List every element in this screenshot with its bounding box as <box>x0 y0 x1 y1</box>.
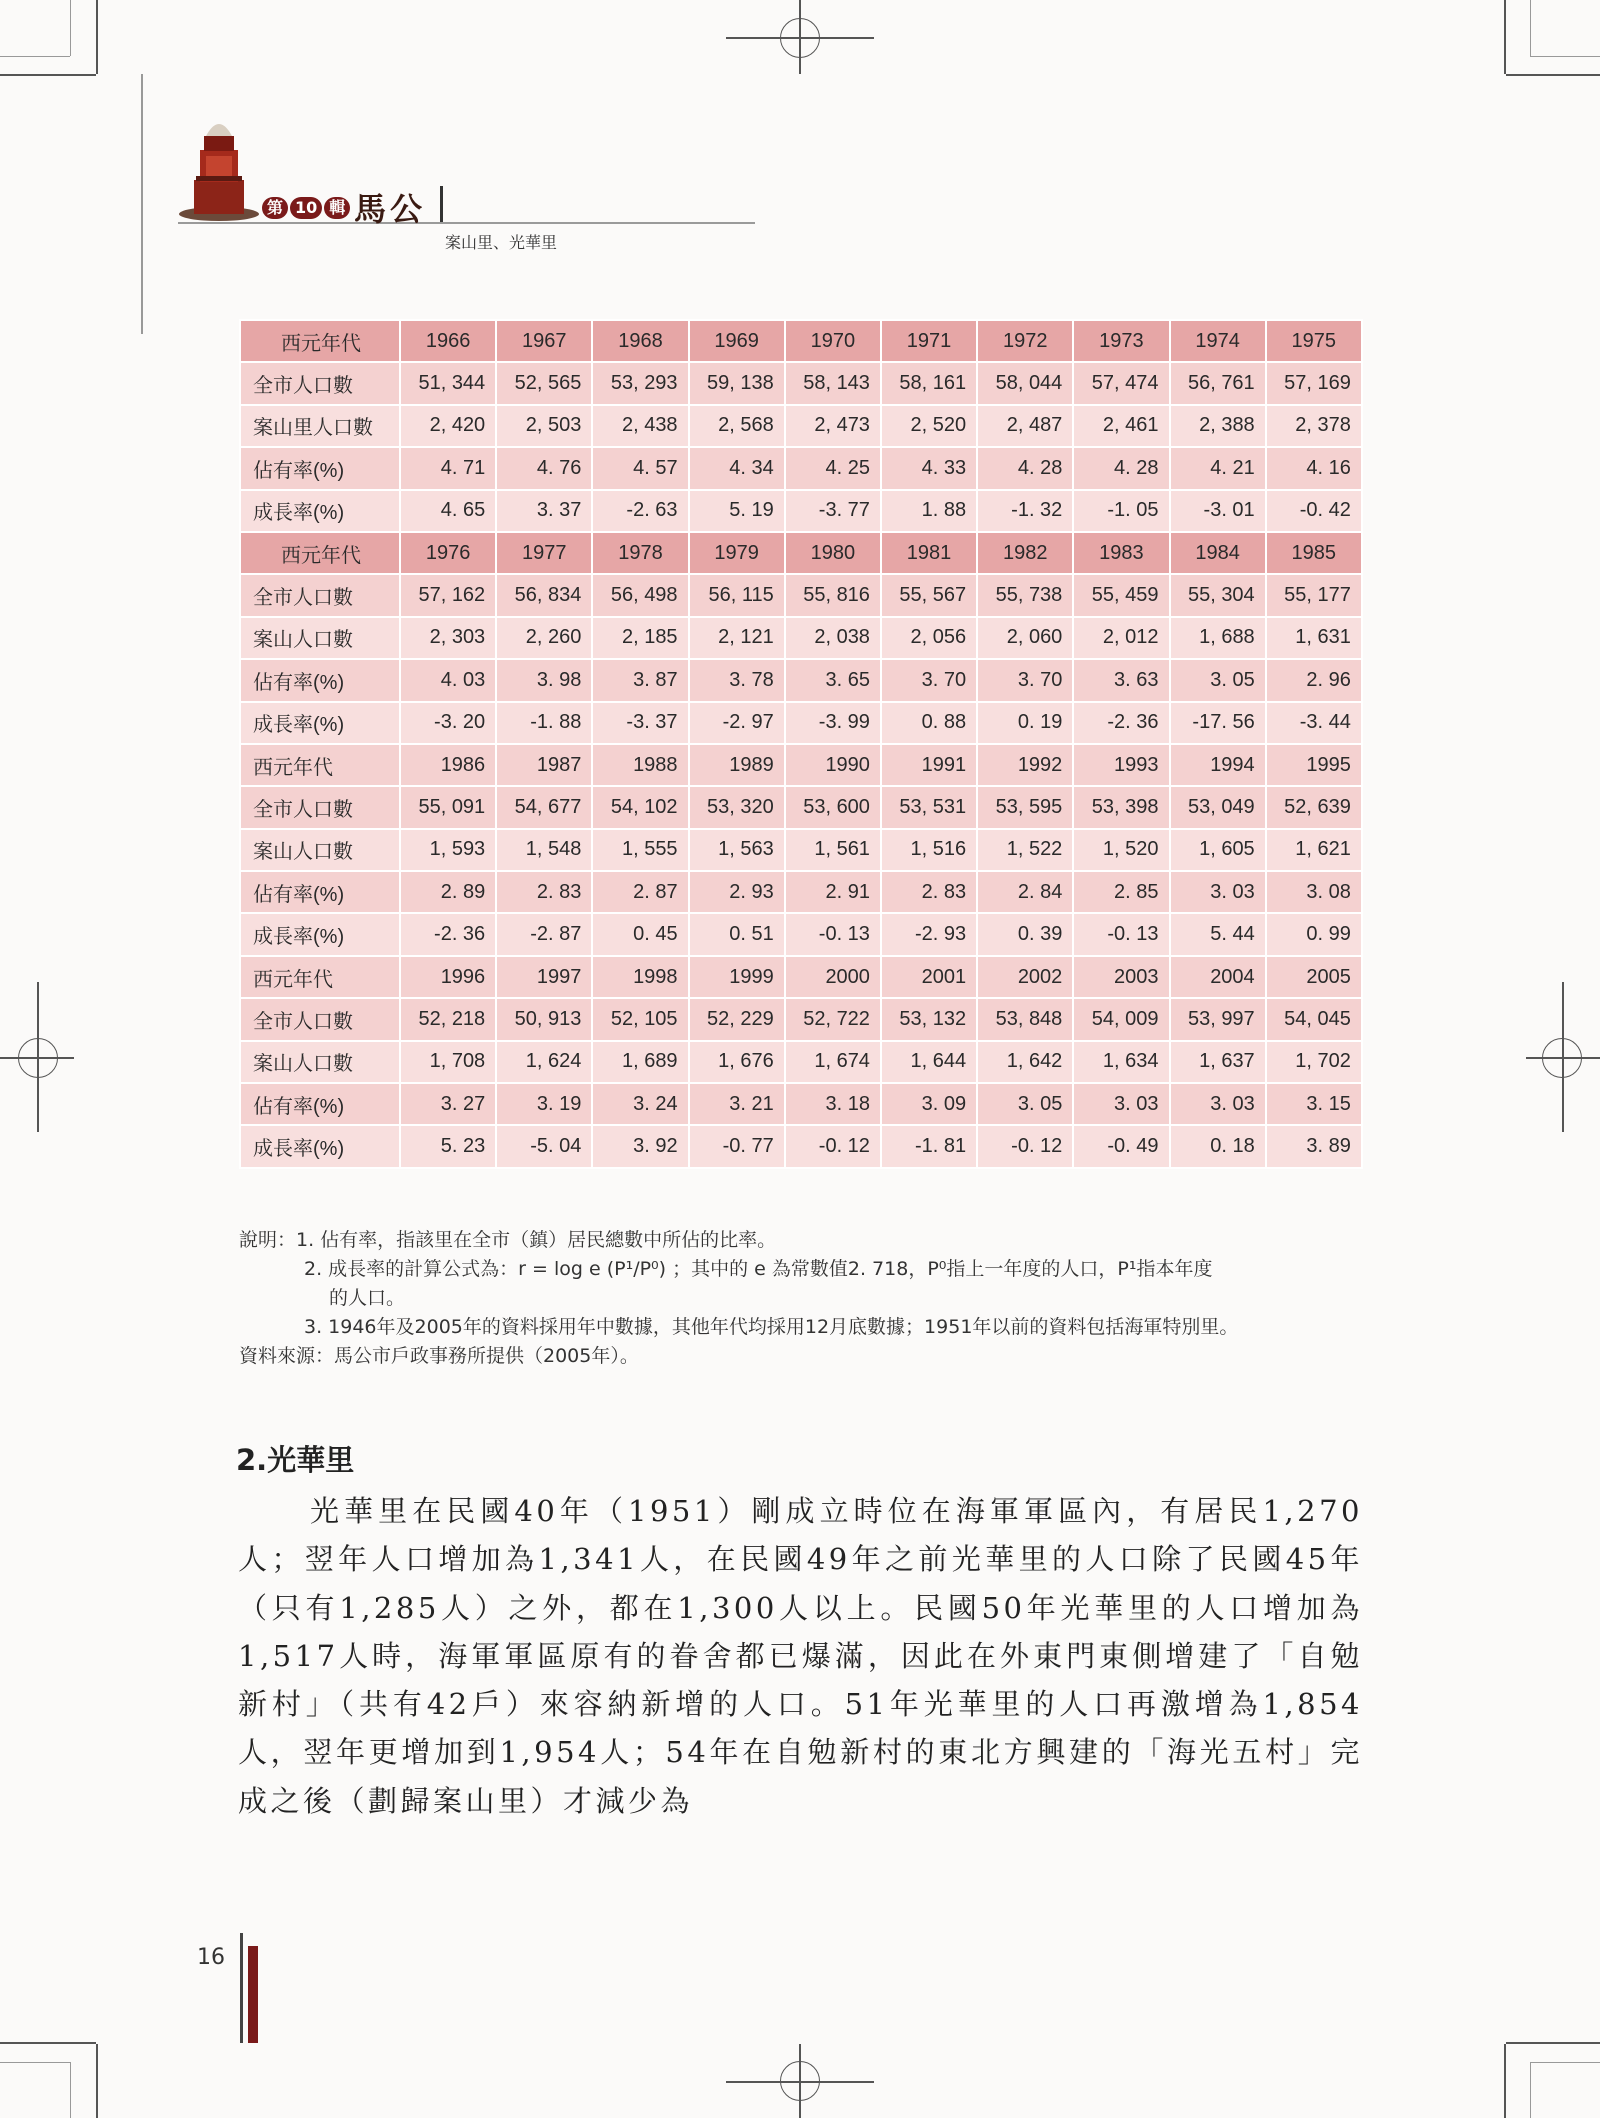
year-cell: 1999 <box>689 956 785 998</box>
value-cell: -1. 05 <box>1073 490 1169 532</box>
value-cell: 59, 138 <box>689 362 785 404</box>
value-cell: 4. 03 <box>400 659 496 701</box>
value-cell: 53, 132 <box>881 998 977 1040</box>
value-cell: 56, 761 <box>1170 362 1266 404</box>
row-label: 案山人口數 <box>240 1041 400 1083</box>
section-title: 2.光華里 <box>236 1443 355 1477</box>
value-cell: 0. 19 <box>977 702 1073 744</box>
year-header-row <box>240 956 1362 998</box>
value-cell: 3. 89 <box>1266 1125 1362 1167</box>
value-cell: 2, 185 <box>592 617 688 659</box>
value-cell: -2. 63 <box>592 490 688 532</box>
year-cell: 1979 <box>689 532 785 574</box>
value-cell: 53, 595 <box>977 786 1073 828</box>
year-cell: 1978 <box>592 532 688 574</box>
row-label: 西元年代 <box>240 320 400 362</box>
header-rule-vertical <box>141 74 143 334</box>
year-cell: 1991 <box>881 744 977 786</box>
value-cell: -5. 04 <box>496 1125 592 1167</box>
year-cell: 1977 <box>496 532 592 574</box>
year-cell: 1995 <box>1266 744 1362 786</box>
value-cell: 1, 593 <box>400 829 496 871</box>
value-cell: 3. 05 <box>977 1083 1073 1125</box>
value-cell: -0. 12 <box>977 1125 1073 1167</box>
row-label: 案山人口數 <box>240 829 400 871</box>
value-cell: 57, 474 <box>1073 362 1169 404</box>
value-cell: 53, 997 <box>1170 998 1266 1040</box>
value-cell: 1, 621 <box>1266 829 1362 871</box>
year-header-row <box>240 744 1362 786</box>
value-cell: 3. 19 <box>496 1083 592 1125</box>
year-cell: 1982 <box>977 532 1073 574</box>
value-cell: 1, 637 <box>1170 1041 1266 1083</box>
value-cell: 1, 708 <box>400 1041 496 1083</box>
value-cell: 2, 503 <box>496 405 592 447</box>
value-cell: 2. 84 <box>977 871 1073 913</box>
value-cell: 2. 85 <box>1073 871 1169 913</box>
value-cell: 56, 834 <box>496 574 592 616</box>
value-cell: 3. 65 <box>785 659 881 701</box>
year-cell: 1975 <box>1266 320 1362 362</box>
year-cell: 2002 <box>977 956 1073 998</box>
value-cell: 52, 722 <box>785 998 881 1040</box>
table-row <box>240 447 1362 489</box>
value-cell: -0. 13 <box>1073 913 1169 955</box>
value-cell: 3. 15 <box>1266 1083 1362 1125</box>
table-row <box>240 1041 1362 1083</box>
value-cell: 55, 177 <box>1266 574 1362 616</box>
year-cell: 1992 <box>977 744 1073 786</box>
table-row <box>240 786 1362 828</box>
row-label: 佔有率(%) <box>240 871 400 913</box>
value-cell: -3. 77 <box>785 490 881 532</box>
value-cell: 2, 121 <box>689 617 785 659</box>
value-cell: 5. 19 <box>689 490 785 532</box>
body-text <box>238 1487 1363 1825</box>
value-cell: 1, 563 <box>689 829 785 871</box>
value-cell: 53, 531 <box>881 786 977 828</box>
value-cell: 54, 045 <box>1266 998 1362 1040</box>
value-cell: 2, 520 <box>881 405 977 447</box>
page-number: 16 <box>197 1945 225 1970</box>
value-cell: 1, 561 <box>785 829 881 871</box>
table-row <box>240 659 1362 701</box>
value-cell: 1, 634 <box>1073 1041 1169 1083</box>
book-title: 馬公 <box>354 190 427 228</box>
value-cell: 1, 548 <box>496 829 592 871</box>
value-cell: -3. 44 <box>1266 702 1362 744</box>
value-cell: 5. 44 <box>1170 913 1266 955</box>
value-cell: 2, 260 <box>496 617 592 659</box>
value-cell: 1, 516 <box>881 829 977 871</box>
row-label: 全市人口數 <box>240 362 400 404</box>
row-label: 佔有率(%) <box>240 447 400 489</box>
value-cell: 1, 520 <box>1073 829 1169 871</box>
value-cell: 4. 25 <box>785 447 881 489</box>
year-cell: 1971 <box>881 320 977 362</box>
chapter-subtitle: 案山里、光華里 <box>445 233 558 252</box>
value-cell: 55, 304 <box>1170 574 1266 616</box>
page-bar <box>240 1933 243 2043</box>
year-cell: 1987 <box>496 744 592 786</box>
value-cell: -0. 12 <box>785 1125 881 1167</box>
value-cell: 3. 27 <box>400 1083 496 1125</box>
value-cell: 3. 63 <box>1073 659 1169 701</box>
value-cell: 2, 487 <box>977 405 1073 447</box>
value-cell: 3. 18 <box>785 1083 881 1125</box>
value-cell: 2, 056 <box>881 617 977 659</box>
value-cell: 2, 012 <box>1073 617 1169 659</box>
year-cell: 2003 <box>1073 956 1169 998</box>
value-cell: 3. 70 <box>977 659 1073 701</box>
value-cell: 56, 115 <box>689 574 785 616</box>
value-cell: 2. 91 <box>785 871 881 913</box>
year-cell: 1988 <box>592 744 688 786</box>
value-cell: 52, 105 <box>592 998 688 1040</box>
year-cell: 1986 <box>400 744 496 786</box>
value-cell: 4. 28 <box>1073 447 1169 489</box>
row-label: 成長率(%) <box>240 702 400 744</box>
table-row <box>240 617 1362 659</box>
value-cell: 1, 555 <box>592 829 688 871</box>
value-cell: 4. 76 <box>496 447 592 489</box>
year-cell: 2000 <box>785 956 881 998</box>
year-cell: 1969 <box>689 320 785 362</box>
value-cell: -2. 36 <box>1073 702 1169 744</box>
year-cell: 1989 <box>689 744 785 786</box>
value-cell: 2. 93 <box>689 871 785 913</box>
volume-badge: 第 10 輯 <box>262 196 350 220</box>
value-cell: -0. 13 <box>785 913 881 955</box>
table-row <box>240 702 1362 744</box>
value-cell: 1, 644 <box>881 1041 977 1083</box>
value-cell: 3. 70 <box>881 659 977 701</box>
value-cell: 4. 21 <box>1170 447 1266 489</box>
value-cell: 58, 161 <box>881 362 977 404</box>
value-cell: 57, 162 <box>400 574 496 616</box>
value-cell: 0. 51 <box>689 913 785 955</box>
value-cell: -0. 42 <box>1266 490 1362 532</box>
value-cell: 3. 05 <box>1170 659 1266 701</box>
row-label: 西元年代 <box>240 956 400 998</box>
year-cell: 1972 <box>977 320 1073 362</box>
data-source: 資料來源：馬公市戶政事務所提供（2005年）。 <box>239 1345 639 1367</box>
monument-icon <box>178 110 260 222</box>
value-cell: 0. 88 <box>881 702 977 744</box>
value-cell: 2, 438 <box>592 405 688 447</box>
value-cell: 3. 03 <box>1170 1083 1266 1125</box>
value-cell: 4. 57 <box>592 447 688 489</box>
value-cell: 3. 03 <box>1170 871 1266 913</box>
value-cell: 3. 03 <box>1073 1083 1169 1125</box>
value-cell: -2. 87 <box>496 913 592 955</box>
value-cell: 2, 388 <box>1170 405 1266 447</box>
value-cell: 52, 229 <box>689 998 785 1040</box>
row-label: 全市人口數 <box>240 998 400 1040</box>
value-cell: 3. 87 <box>592 659 688 701</box>
value-cell: 1, 522 <box>977 829 1073 871</box>
table-row <box>240 490 1362 532</box>
value-cell: 55, 567 <box>881 574 977 616</box>
year-header-row <box>240 320 1362 362</box>
note-3: 3. 1946年及2005年的資料採用年中數據，其他年代均採用12月底數據；1951年以前的資料包括海軍特別里。 <box>304 1316 1239 1338</box>
value-cell: 56, 498 <box>592 574 688 616</box>
value-cell: 3. 09 <box>881 1083 977 1125</box>
value-cell: -0. 49 <box>1073 1125 1169 1167</box>
year-cell: 1968 <box>592 320 688 362</box>
year-cell: 1981 <box>881 532 977 574</box>
value-cell: 53, 398 <box>1073 786 1169 828</box>
value-cell: 58, 044 <box>977 362 1073 404</box>
note-2: 2. 成長率的計算公式為：r = log e (P¹/P⁰) ；其中的 e 為常數值2. 718，P⁰指上一年度的人口，P¹指本年度 <box>304 1258 1213 1280</box>
value-cell: 3. 37 <box>496 490 592 532</box>
value-cell: 4. 71 <box>400 447 496 489</box>
value-cell: 0. 39 <box>977 913 1073 955</box>
table-row <box>240 998 1362 1040</box>
value-cell: 4. 16 <box>1266 447 1362 489</box>
value-cell: -2. 93 <box>881 913 977 955</box>
year-cell: 1967 <box>496 320 592 362</box>
value-cell: 54, 009 <box>1073 998 1169 1040</box>
value-cell: 4. 28 <box>977 447 1073 489</box>
value-cell: 58, 143 <box>785 362 881 404</box>
year-cell: 1990 <box>785 744 881 786</box>
value-cell: 55, 738 <box>977 574 1073 616</box>
row-label: 全市人口數 <box>240 574 400 616</box>
page-bar-accent <box>248 1946 258 2043</box>
value-cell: 2, 473 <box>785 405 881 447</box>
year-cell: 1983 <box>1073 532 1169 574</box>
table-row <box>240 913 1362 955</box>
value-cell: 55, 091 <box>400 786 496 828</box>
table-notes <box>239 1226 1369 1371</box>
value-cell: 1, 642 <box>977 1041 1073 1083</box>
value-cell: 2. 83 <box>881 871 977 913</box>
table-row <box>240 1125 1362 1167</box>
value-cell: 52, 565 <box>496 362 592 404</box>
note-1: 說明：1. 佔有率，指該里在全市（鎮）居民總數中所佔的比率。 <box>239 1229 777 1251</box>
value-cell: 1, 676 <box>689 1041 785 1083</box>
value-cell: 55, 459 <box>1073 574 1169 616</box>
value-cell: 2, 038 <box>785 617 881 659</box>
value-cell: -1. 32 <box>977 490 1073 532</box>
value-cell: 52, 639 <box>1266 786 1362 828</box>
year-cell: 1985 <box>1266 532 1362 574</box>
note-2-cont: 的人口。 <box>329 1287 406 1309</box>
year-header-row <box>240 532 1362 574</box>
value-cell: 53, 600 <box>785 786 881 828</box>
value-cell: 3. 24 <box>592 1083 688 1125</box>
value-cell: -2. 36 <box>400 913 496 955</box>
row-label: 案山人口數 <box>240 617 400 659</box>
value-cell: 53, 320 <box>689 786 785 828</box>
value-cell: 1, 689 <box>592 1041 688 1083</box>
value-cell: 2. 96 <box>1266 659 1362 701</box>
value-cell: 3. 78 <box>689 659 785 701</box>
value-cell: 53, 049 <box>1170 786 1266 828</box>
value-cell: 50, 913 <box>496 998 592 1040</box>
value-cell: 1, 688 <box>1170 617 1266 659</box>
year-cell: 2004 <box>1170 956 1266 998</box>
value-cell: -0. 77 <box>689 1125 785 1167</box>
value-cell: -3. 01 <box>1170 490 1266 532</box>
value-cell: 3. 98 <box>496 659 592 701</box>
title-divider <box>440 186 443 222</box>
value-cell: 2, 378 <box>1266 405 1362 447</box>
value-cell: 4. 65 <box>400 490 496 532</box>
row-label: 西元年代 <box>240 744 400 786</box>
value-cell: 53, 293 <box>592 362 688 404</box>
value-cell: 53, 848 <box>977 998 1073 1040</box>
year-cell: 1976 <box>400 532 496 574</box>
table-row <box>240 871 1362 913</box>
value-cell: 54, 102 <box>592 786 688 828</box>
row-label: 佔有率(%) <box>240 659 400 701</box>
year-cell: 2005 <box>1266 956 1362 998</box>
value-cell: 2. 87 <box>592 871 688 913</box>
row-label: 成長率(%) <box>240 1125 400 1167</box>
value-cell: 3. 08 <box>1266 871 1362 913</box>
value-cell: 2, 303 <box>400 617 496 659</box>
value-cell: 3. 92 <box>592 1125 688 1167</box>
value-cell: -1. 81 <box>881 1125 977 1167</box>
table-row <box>240 362 1362 404</box>
value-cell: 1, 624 <box>496 1041 592 1083</box>
year-cell: 1994 <box>1170 744 1266 786</box>
value-cell: 51, 344 <box>400 362 496 404</box>
header-rule <box>178 222 755 224</box>
year-cell: 1984 <box>1170 532 1266 574</box>
value-cell: 55, 816 <box>785 574 881 616</box>
value-cell: -3. 20 <box>400 702 496 744</box>
value-cell: 0. 18 <box>1170 1125 1266 1167</box>
row-label: 成長率(%) <box>240 913 400 955</box>
table-row <box>240 405 1362 447</box>
value-cell: 0. 45 <box>592 913 688 955</box>
value-cell: -3. 37 <box>592 702 688 744</box>
value-cell: 52, 218 <box>400 998 496 1040</box>
row-label: 西元年代 <box>240 532 400 574</box>
year-cell: 1998 <box>592 956 688 998</box>
row-label: 佔有率(%) <box>240 1083 400 1125</box>
year-cell: 2001 <box>881 956 977 998</box>
table-row <box>240 1083 1362 1125</box>
population-table <box>239 319 1363 1169</box>
value-cell: 57, 169 <box>1266 362 1362 404</box>
value-cell: 1. 88 <box>881 490 977 532</box>
value-cell: 2. 89 <box>400 871 496 913</box>
value-cell: 1, 702 <box>1266 1041 1362 1083</box>
year-cell: 1993 <box>1073 744 1169 786</box>
value-cell: 1, 605 <box>1170 829 1266 871</box>
year-cell: 1996 <box>400 956 496 998</box>
value-cell: 2, 060 <box>977 617 1073 659</box>
value-cell: 2, 461 <box>1073 405 1169 447</box>
paragraph: 光華里在民國40年（1951）剛成立時位在海軍軍區內，有居民1,270人；翌年人口增加為1,341人，在民國49年之前光華里的人口除了民國45年（只有1,285人）之外，都在1,300人以上。民國50年光華里的人口增加為1,517人時，海軍軍區原有的眷舍都已爆滿，因此在外東門東側增建了「自勉新村」（共有42戶）來容納新增的人口。51年光華里的人口再激增為1,854人，翌年更增加到1,954人；54年在自勉新村的東北方興建的「海光五村」完成之後（劃歸案山里）才減少為 <box>238 1494 1363 1818</box>
table-row <box>240 829 1362 871</box>
value-cell: 5. 23 <box>400 1125 496 1167</box>
year-cell: 1973 <box>1073 320 1169 362</box>
year-cell: 1974 <box>1170 320 1266 362</box>
year-cell: 1997 <box>496 956 592 998</box>
value-cell: 4. 33 <box>881 447 977 489</box>
value-cell: -1. 88 <box>496 702 592 744</box>
table-row <box>240 574 1362 616</box>
value-cell: -2. 97 <box>689 702 785 744</box>
row-label: 全市人口數 <box>240 786 400 828</box>
row-label: 案山里人口數 <box>240 405 400 447</box>
value-cell: 3. 21 <box>689 1083 785 1125</box>
value-cell: 0. 99 <box>1266 913 1362 955</box>
value-cell: 2, 420 <box>400 405 496 447</box>
row-label: 成長率(%) <box>240 490 400 532</box>
value-cell: 2. 83 <box>496 871 592 913</box>
value-cell: 1, 674 <box>785 1041 881 1083</box>
value-cell: 1, 631 <box>1266 617 1362 659</box>
value-cell: -17. 56 <box>1170 702 1266 744</box>
year-cell: 1966 <box>400 320 496 362</box>
value-cell: 2, 568 <box>689 405 785 447</box>
year-cell: 1980 <box>785 532 881 574</box>
value-cell: 4. 34 <box>689 447 785 489</box>
value-cell: -3. 99 <box>785 702 881 744</box>
year-cell: 1970 <box>785 320 881 362</box>
value-cell: 54, 677 <box>496 786 592 828</box>
